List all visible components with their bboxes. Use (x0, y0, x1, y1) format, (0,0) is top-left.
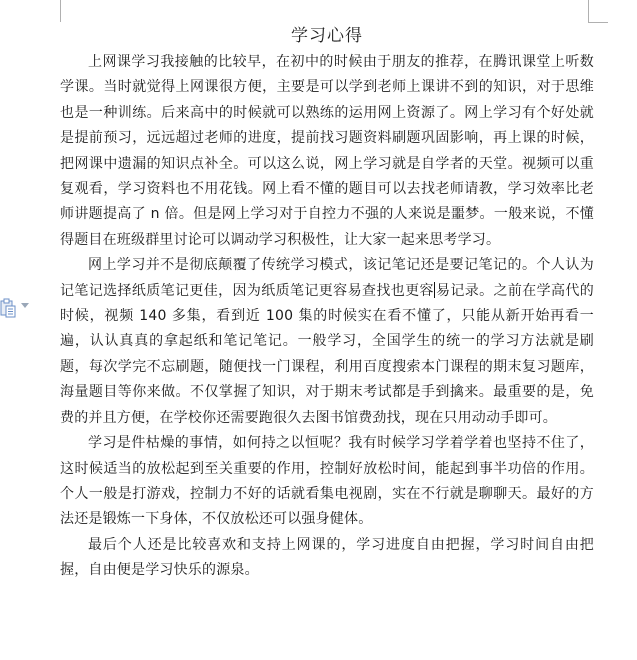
paragraph-2 (60, 253, 594, 431)
paragraph-1: 上网课学习我接触的比较早，在初中的时候由于朋友的推荐，在腾讯课堂上听数学课。当时就觉得上网课很方便，主要是可以学到老师上课讲不到的知识，对于思维也是一种训练。后来高中的时候就可以熟练的运用网上资源了。网上学习有个好处就是提前预习，远远超过老师的进度，提前找习题资料刷题巩固影响，再上课的时候，把网课中遗漏的知识点补全。可以这么说，网上学习就是自学者的天堂。视频可以重复观看，学习资料也不用花钱。网上看不懂的题目可以去找老师请教，学习效率比老师讲题提高了 n 倍。但是网上学习对于自控力不强的人来说是噩梦。一般来说，不懂得题目在班级群里讨论可以调动学习积极性，让大家一起来思考学习。 (60, 54, 594, 248)
document-body[interactable] (60, 24, 594, 584)
paragraph-2-text-before-cursor: 网上学习并不是彻底颠覆了传统学习模式，该记笔记还是要记笔记的。个人认为记笔记选择纸质笔记更佳，因为纸质笔记更容易查找也更容 (60, 257, 594, 299)
paste-options-dropdown-icon[interactable] (21, 303, 29, 309)
document-title: 学习心得 (291, 26, 363, 46)
crop-mark-top-right-vertical (588, 0, 589, 22)
paragraph-4: 最后个人还是比较喜欢和支持上网课的，学习进度自由把握，学习时间自由把握，自由便是学习快乐的源泉。 (60, 536, 594, 579)
paragraph-2-text-after-cursor: 易记录。之前在学高代的时候，视频 140 多集，看到近 100 集的时候实在看不懂了，只能从新开始再看一遍，认认真真的拿起纸和笔记笔记。一般学习，全国学生的统一的学习方法就是刷题，每次学完不忘刷题，随便找一门课程，利用百度搜索本门课程的期末复习题库，海量题目等你来做。不仅掌握了知识，对于期末考试都是手到擒来。最重要的是，免费的并且方便，在学校你还需要跑很久去图书馆费劲找，现在只用动动手即可。 (60, 282, 595, 426)
crop-mark-top-right-horizontal (588, 22, 608, 23)
paragraph-3: 学习是件枯燥的事情，如何持之以恒呢？我有时候学习学着学着也坚持不住了，这时候适当的放松起到至关重要的作用，控制好放松时间，能起到事半功倍的作用。个人一般是打游戏，控制力不好的话就看集电视剧，实在不行就是聊聊天。最好的方法还是锻炼一下身体，不仅放松还可以强身健体。 (60, 435, 594, 528)
crop-mark-top-left (60, 0, 61, 22)
paste-options-icon[interactable] (0, 298, 16, 318)
